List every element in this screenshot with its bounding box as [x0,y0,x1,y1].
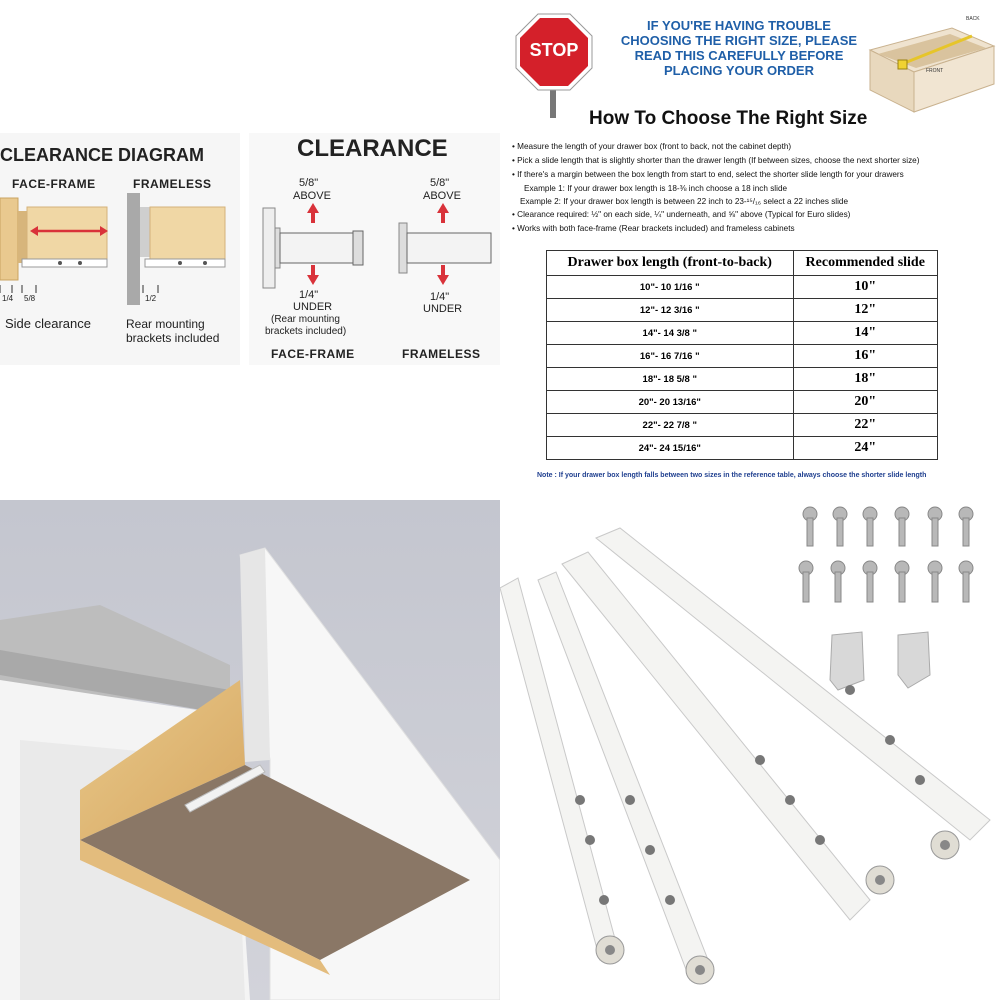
guide-bullet-4: • Clearance required: ½" on each side, ¼" underneath, and ⅝" above (Typical for Euro slides) [512,210,851,219]
table-row [547,299,938,322]
slide-cell: 22" [793,414,938,437]
clearance-diagrams-quadrant [0,0,500,500]
left-above-label: ABOVE [293,190,331,202]
clearance-diagram-title: CLEARANCE DIAGRAM [0,145,204,165]
rear-mounting-line-1: Rear mounting [126,317,205,331]
side-clearance-label: Side clearance [5,316,91,331]
table-row [547,414,938,437]
length-cell: 20"- 20 13/16" [547,391,794,414]
rear-bracket-left [830,632,864,690]
guide-headline [604,18,874,78]
clearance-panel [249,133,500,365]
headline-line-1: IF YOU'RE HAVING TROUBLE [647,18,831,33]
right-under-label: UNDER [423,303,463,315]
slide-cell: 14" [793,322,938,345]
slide-cell: 20" [793,391,938,414]
guide-bullet-1: • Measure the length of your drawer box (front to back, not the cabinet depth) [512,142,792,151]
clearance-illustration [0,193,240,313]
dim-half: 1/2 [145,294,157,303]
clearance-title: CLEARANCE [297,135,448,162]
rear-bracket-right [898,632,930,688]
table-row [547,276,938,299]
slides-hardware-photo [500,500,1000,1000]
length-cell: 22"- 22 7/8 " [547,414,794,437]
dim-quarter: 1/4 [2,294,14,303]
screws [799,507,973,602]
headline-line-4: PLACING YOUR ORDER [664,63,814,78]
table-row [547,322,938,345]
headline-line-3: READ THIS CAREFULLY BEFORE [634,48,844,63]
left-above-value: 5/8" [299,177,319,189]
left-note-line-1: (Rear mounting [271,314,340,325]
slide-cell: 16" [793,345,938,368]
slides [500,528,990,980]
slide-cell: 24" [793,437,938,460]
guide-note: Note : If your drawer box length falls between two sizes in the reference table, always choose the shorter slide length [537,472,927,479]
length-cell: 24"- 24 15/16" [547,437,794,460]
installed-drawer-illustration [0,500,500,1000]
table-header-row [547,251,938,276]
stop-sign-icon [514,12,594,120]
header-recommended-slide: Recommended slide [793,251,938,276]
guide-example-2: Example 2: If your drawer box length is between 22 inch to 23-¹⁵/₁₆ select a 22 inches slide [520,197,849,206]
table-row [547,345,938,368]
clearance-diagram-panel [0,133,240,365]
slide-cell: 10" [793,276,938,299]
length-cell: 12"- 12 3/16 " [547,299,794,322]
headline-line-2: CHOOSING THE RIGHT SIZE, PLEASE [620,33,858,48]
face-frame-label: FACE-FRAME [12,177,96,191]
box-back-label: BACK [966,16,980,22]
dim-five-eighths: 5/8 [24,294,36,303]
left-note-line-2: brackets included) [265,326,347,337]
length-cell: 10"- 10 1/16 " [547,276,794,299]
box-front-label: FRONT [926,68,944,74]
stop-sign-text: STOP [529,40,579,60]
slide-cell: 18" [793,368,938,391]
slide-cell: 12" [793,299,938,322]
guide-title: How To Choose The Right Size [589,108,868,129]
guide-example-1: Example 1: If your drawer box length is 18-⅜ inch choose a 18 inch slide [524,184,788,193]
table-row [547,368,938,391]
table-row [547,437,938,460]
header-drawer-length: Drawer box length (front-to-back) [547,251,794,276]
guide-bullet-5: • Works with both face-frame (Rear brackets included) and frameless cabinets [512,224,795,233]
table-row [547,391,938,414]
length-cell: 16"- 16 7/16 " [547,345,794,368]
face-frame-caption: FACE-FRAME [271,347,355,361]
length-cell: 18"- 18 5/8 " [547,368,794,391]
frameless-label: FRAMELESS [133,177,212,191]
left-under-label: UNDER [293,301,333,313]
right-above-value: 5/8" [430,177,450,189]
guide-bullet-3: • If there's a margin between the box length from start to end, select the shorter slide length for your drawers [512,170,904,179]
rear-mounting-line-2: brackets included [126,331,220,345]
right-above-label: ABOVE [423,190,461,202]
drawer-slides-illustration [500,500,1000,1000]
length-cell: 14"- 14 3/8 " [547,322,794,345]
drawer-box-illustration [862,10,1000,115]
left-under-value: 1/4" [299,289,319,301]
right-under-value: 1/4" [430,291,450,303]
frameless-caption: FRAMELESS [402,347,481,361]
guide-bullet-2: • Pick a slide length that is slightly shorter than the drawer length (If between sizes, choose the next shorter size) [512,156,920,165]
installed-drawer-photo [0,500,500,1000]
size-reference-table [546,250,938,460]
